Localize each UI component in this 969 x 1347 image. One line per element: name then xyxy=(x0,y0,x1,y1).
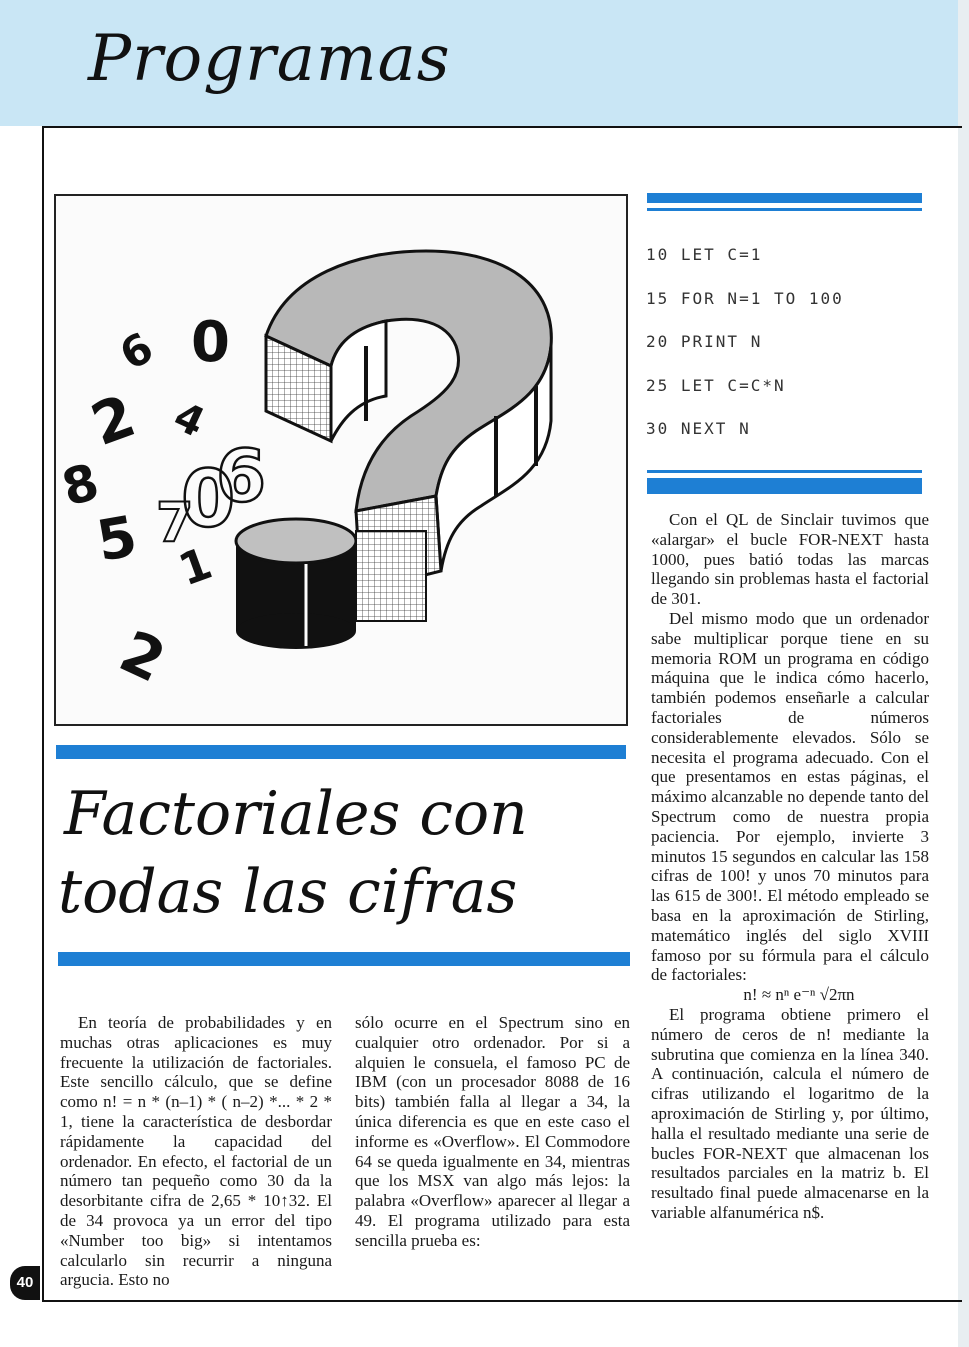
paragraph: sólo ocurre en el Spectrum sino en cualquier otro ordenador. Por si a alquien le consuela, el famoso PC de IBM (con un procesador 8088 de 16 bits) también falla al llegar a 34, la única diferencia es que en este caso el informe es «Overflow». El Commodore 64 se queda igualmente en 34, mientras que los MSX van algo más lejos: la palabra «Overflow» aparecer al llegar a 49. El programa utilizado para esta sencilla prueba es: xyxy=(355,1013,630,1250)
code-line: 20 PRINT N xyxy=(646,332,763,351)
page-edge xyxy=(958,0,969,1347)
code-line: 15 FOR N=1 TO 100 xyxy=(646,288,844,308)
frame-rule-left xyxy=(42,126,44,1302)
article-title xyxy=(58,775,628,931)
digit: 1 xyxy=(172,537,219,597)
blue-rule xyxy=(58,952,630,966)
title-line: Factoriales con xyxy=(64,779,528,849)
digit: 0 xyxy=(191,310,230,375)
title-line: todas las cifras xyxy=(58,857,518,927)
digit: 2 xyxy=(110,617,176,696)
blue-rule-thin xyxy=(647,208,922,211)
paragraph: En teoría de probabilidades y en muchas otras aplicaciones es muy frecuente la utilización de factoriales. Este sencillo cálculo, que se define como n! = n * (n–1) * ( n–2) *... * 2 * 1, tiene la característica de desbordar rápidamente la capacidad del ordenador. En efecto, el factorial de un número tan pequeño como 30 da la desorbitante cifra de 2,65 * 10↑32. El de 34 provoca ya un error del tipo «Number too big» si intentamos calcularlo sin recurrir a ninguna argucia. Esto no xyxy=(60,1013,332,1290)
blue-rule xyxy=(647,193,922,203)
blue-rule xyxy=(56,745,626,759)
paragraph: El programa obtiene primero el número de ceros de n! mediante la subrutina que comienza en la línea 340. A continuación, calcula el número de cifras utilizando el logaritmo de la aproximación de Stirling y, por último, halla el resultado mediante una serie de bucles FOR-NEXT que almacenan los resultados parciales en la matriz b. El resultado final puede almacenarse en la variable alfanumérica n$. xyxy=(651,1004,929,1222)
digit: 0 xyxy=(181,455,236,545)
code-line: 30 NEXT N xyxy=(646,419,751,438)
page-number: 40 xyxy=(10,1266,40,1300)
frame-rule-bottom xyxy=(42,1300,962,1302)
article-column-1 xyxy=(60,1013,332,1290)
blue-rule-thin xyxy=(647,470,922,473)
digit: 5 xyxy=(92,504,142,575)
section-title: Programas xyxy=(88,22,451,96)
question-mark-icon xyxy=(56,196,626,724)
digit: 6 xyxy=(216,434,267,518)
blue-rule xyxy=(647,478,922,494)
stirling-formula: n! ≈ nⁿ e⁻ⁿ √2πn xyxy=(743,985,855,1005)
digits-group xyxy=(56,310,266,696)
digit: 8 xyxy=(56,452,105,518)
code-line: 25 LET C=C*N xyxy=(646,375,786,395)
paragraph: Con el QL de Sinclair tuvimos que «alargar» el bucle FOR-NEXT hasta 1000, pues batió todas las marcas llegando sin problemas hasta el factorial de 301. xyxy=(651,510,929,609)
digit: 4 xyxy=(166,393,212,447)
paragraph: Del mismo modo que un ordenador sabe multiplicar porque tiene en su memoria ROM un programa en código máquina que le indica cómo hacerlo, también podemos enseñarle a calcular factoriales de números considerablemente elevados. Sólo se necesita el programa adecuado. Con el que presentamos en estas páginas, el máximo alcanzable no depende tanto del Spectrum como de nuestra propia paciencia. Por ejemplo, invierte 3 minutos 15 segundos en calcular las 158 cifras de 100! y unos 70 minutos para las 615 de 300!. El método empleado se basa en la aproximación de Stirling, matemático inglés del siglo XVIII famoso por su fórmula para el cálculo de factoriales: xyxy=(651,608,929,985)
code-listing xyxy=(646,245,926,463)
article-column-2 xyxy=(355,1013,630,1251)
article-column-3 xyxy=(651,510,929,1223)
digit: 6 xyxy=(111,322,162,380)
code-line: 10 LET C=1 xyxy=(646,245,763,264)
question-mark-illustration xyxy=(54,194,628,726)
frame-rule-top xyxy=(42,126,962,128)
digit: 7 xyxy=(156,491,194,554)
digit: 2 xyxy=(82,381,144,460)
